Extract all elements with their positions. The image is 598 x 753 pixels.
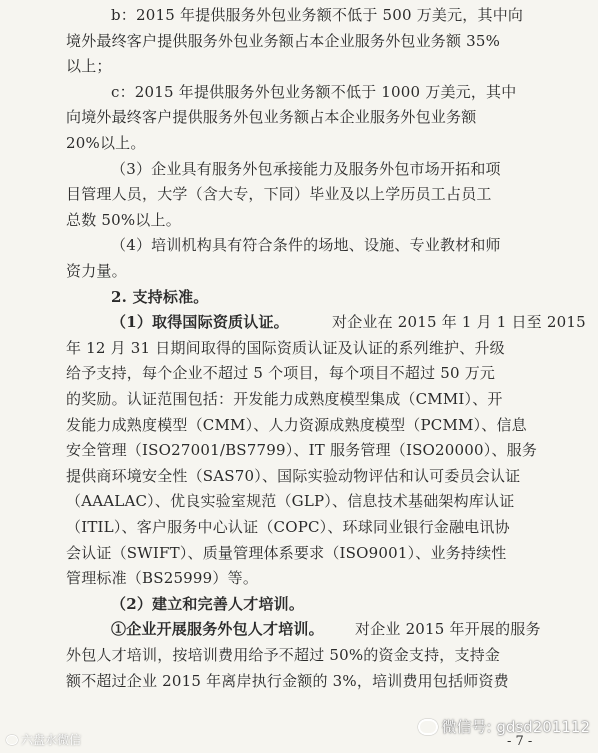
text-line: （4）培训机构具有符合条件的场地、设施、专业教材和师 xyxy=(111,236,501,255)
subsection-heading: （1）取得国际资质认证。 xyxy=(111,313,289,332)
text-line: 向境外最终客户提供服务外包业务额占本企业服务外包业务额 xyxy=(66,108,477,127)
text-line: 给予支持，每个企业不超过 5 个项目，每个项目不超过 50 万元 xyxy=(66,364,496,383)
text-line: c：2015 年提供服务外包业务额不低于 1000 万美元，其中 xyxy=(111,82,517,101)
text-line: （3）企业具有服务外包承接能力及服务外包市场开拓和项 xyxy=(111,159,501,178)
wechat-watermark xyxy=(418,716,590,737)
item-heading: ①企业开展服务外包人才培训。 xyxy=(111,620,324,639)
text-line: 境外最终客户提供服务外包业务额占本企业服务外包业务额 35% xyxy=(66,31,501,50)
text-line: 目管理人员，大学（含大专，下同）毕业及以上学历员工占员工 xyxy=(66,185,492,204)
watermark-text: 微信号: gdsd201112 xyxy=(441,718,590,736)
text-line: （ITIL）、客户服务中心认证（COPC）、环球同业银行金融电讯协 xyxy=(66,518,510,536)
watermark-source-text: 六盘水微信 xyxy=(21,733,82,747)
subsection-heading: （2）建立和完善人才培训。 xyxy=(111,594,305,613)
text-line: 管理标准（BS25999）等。 xyxy=(66,569,259,588)
text-line: 以上； xyxy=(66,57,112,76)
text-line: 资力量。 xyxy=(66,262,127,280)
text-line: 对企业在 2015 年 1 月 1 日至 2015 xyxy=(332,313,586,332)
page-number: - 7 - xyxy=(507,734,533,749)
text-line: 20%以上。 xyxy=(66,134,146,152)
text-line: 发能力成熟度模型（CMM）、人力资源成熟度模型（PCMM）、信息 xyxy=(66,415,527,434)
text-line: 年 12 月 31 日期间取得的国际资质认证及认证的系列维护、升级 xyxy=(66,338,505,357)
text-line: 提供商环境安全性（SAS70）、国际实验动物评估和认可委员会认证 xyxy=(66,466,521,485)
text-line: 对企业 2015 年开展的服务 xyxy=(355,620,541,639)
text-line: 安全管理（ISO27001/BS7799）、IT 服务管理（ISO20000）、服务 xyxy=(66,441,538,460)
text-line: b：2015 年提供服务外包业务额不低于 500 万美元，其中向 xyxy=(111,6,524,24)
chat-bubble-icon xyxy=(6,735,18,745)
chat-bubble-icon xyxy=(418,719,438,735)
text-line: 外包人才培训，按培训费用给予不超过 50%的资金支持，支持金 xyxy=(66,646,501,664)
text-line: 额不超过企业 2015 年离岸执行金额的 3%，培训费用包括师资费 xyxy=(66,671,509,690)
text-line: 的奖励。认证范围包括：开发能力成熟度模型集成（CMMI）、开 xyxy=(66,390,503,408)
text-line: 会认证（SWIFT）、质量管理体系要求（ISO9001）、业务持续性 xyxy=(66,543,507,562)
section-heading: 2. 支持标准。 xyxy=(111,287,209,306)
text-line: （AAALAC）、优良实验室规范（GLP）、信息技术基础架构库认证 xyxy=(66,492,515,511)
source-watermark xyxy=(6,731,81,748)
text-line: 总数 50%以上。 xyxy=(66,210,181,229)
